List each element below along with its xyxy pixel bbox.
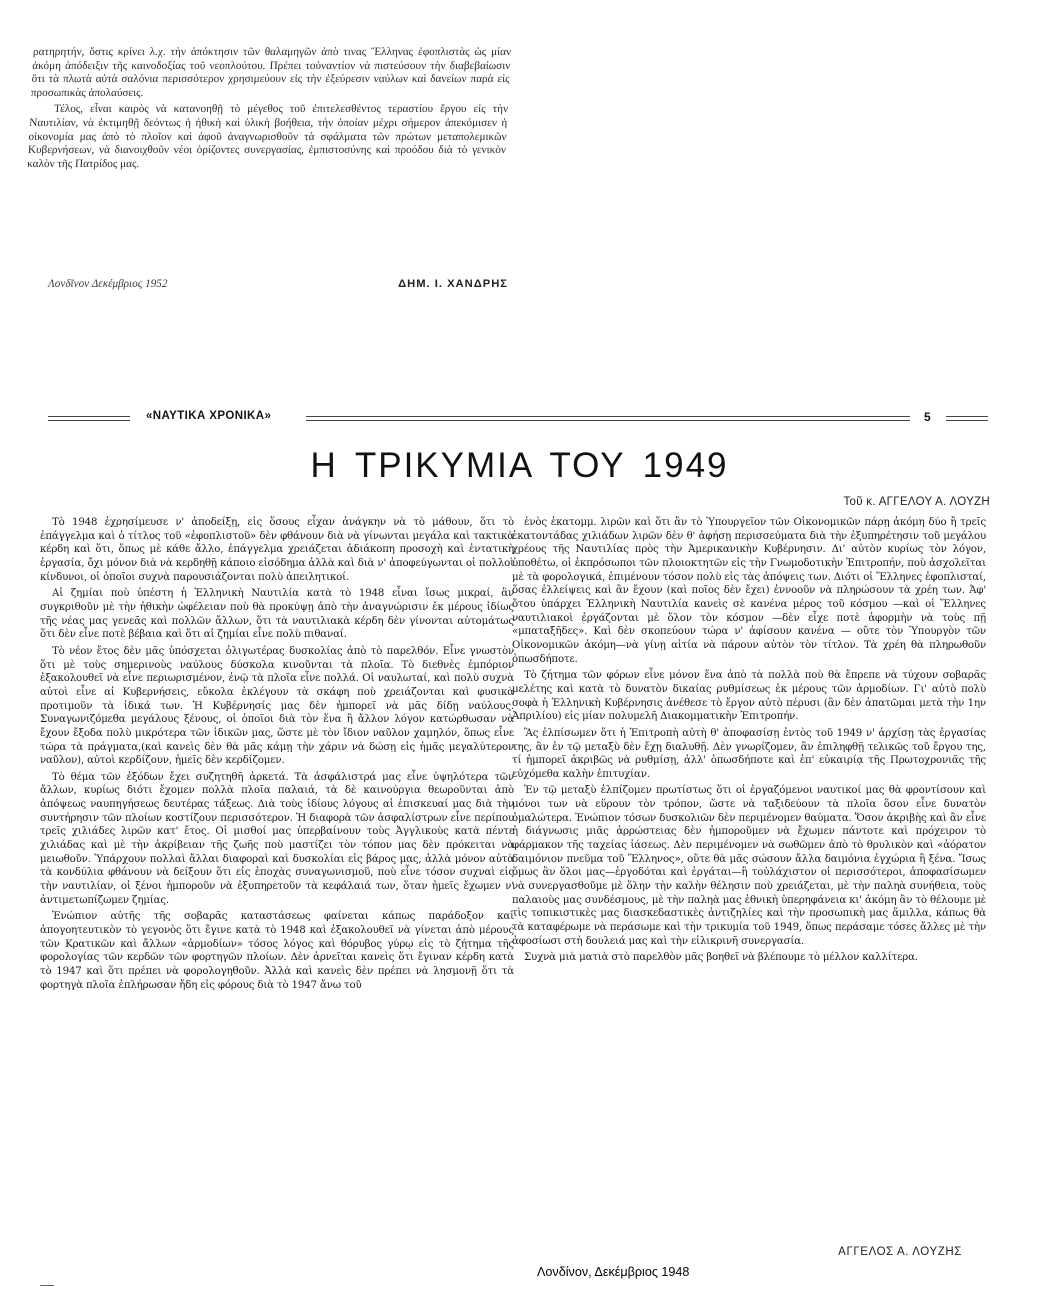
article-paragraph: ἑνὸς ἑκατομμ. λιρῶν καὶ ὅτι ἂν τὸ Ὑπουργεῖον τῶν Οἰκονομικῶν πάρῃ ἀκόμη δύο ἢ τρεῖς ἑκατοντάδας χιλιάδων λιρῶν δὲν θ' ἀφήσῃ περισσεύματα διὰ τὴν ἐξυπηρέτησιν τοῦ μεγάλου χρέους τῆς Ναυτιλίας πρὸς τὴν Ἀμερικανικὴν Κυβέρνησιν. Δι' αὐτὸν κυρίως τὸν λόγον, ὑποθέτω, οἱ ἐκπρόσωποι τῶν πλοιοκτητῶν εἰς τὴν Γνωμοδοτικὴν Ἐπιτροπήν, ποὺ ἀσχολεῖται μὲ τὰ φορολογικά, ἐπιμένουν τόσον πολὺ εἰς τὰς ἀπόψεις των. Διότι οἱ Ἕλληνες ἐφοπλισταί, ὅσας ἐλλείψεις καὶ ἂν ἔχουν (καὶ ποῖος δὲν ἔχει) ἐννοοῦν νὰ πληρώσουν τὰ χρέη των. Ἀφ' ὅτου ὑπάρχει Ἑλληνικὴ Ναυτιλία κανεὶς σὲ κανένα μέρος τοῦ κόσμου —καὶ οἱ Ἕλληνες ναυτιλιακοὶ ἐργάζονται μὲ ὅλον τὸν κόσμον —δὲν εἶχε ποτὲ ἀφορμὴν νὰ τοὺς πῇ «μπαταξῆδες». Καὶ δὲν σκοπεύουν τώρα ν' ἀφίσουν κανένα — οὔτε τὸν Ὑπουργὸν τῶν Οἰκονομικῶν ἀκόμη—νὰ γίνῃ αἰτία νὰ πάρουν αὐτὸν τὸν τίτλον. Τὰ χρέη θὰ πληρωθοῦν ὁπωσδήποτε.: [512, 517, 986, 665]
article-paragraph: Τὸ θέμα τῶν ἐξόδων ἔχει συζητηθῆ ἀρκετά. Τὰ ἀσφάλιστρά μας εἶνε ὑψηλότερα τῶν ἄλλων, κυρίως διότι ἔχομεν πολλὰ πλοῖα παλαιά, τὰ δὲ καινούργια θεωροῦνται ἀπὸ ἀπόψεως ναυπηγήσεως δευτέρας τάξεως. Διὰ τοὺς ἰδίους λόγους αἱ ἐπισκευαί μας διὰ τὴν συντήρησιν τῶν πλοίων κοστίζουν περισσότερον. Ἡ διαφορὰ τῶν ἀσφαλίστρων εἶνε περίπου τρεῖς χιλιάδες λιρῶν κατ' ἔτος. Οἱ μισθοί μας ὑπερβαίνουν τοὺς Ἀγγλικοὺς κατὰ πέντε χιλιάδας καὶ μὲ τὴν ἀκρίβειαν τῆς ζωῆς ποὺ μαστίζει τὸν τόπον μας δὲν πρόκειται νὰ μειωθοῦν. Ὑπάρχουν πολλαὶ ἄλλαι διαφοραὶ καὶ δυσκολίαι εἰς βάρος μας, ἀλλὰ μόνον αὐτὰ τὰ κονδύλια φθάνουν νὰ δείξουν ὅτι εἰς ἐποχὰς συναγωνισμοῦ, ποὺ εἶνε τόσον συχναὶ εἰς τὴν ναυτιλίαν, οἱ ξένοι ἠμποροῦν νὰ ἐξυπηρετοῦν τὰ κεφάλαιά των, ὅταν ἡμεῖς ἔχωμεν ν' ἀντιμετωπίζωμεν ζημίας.: [40, 771, 514, 906]
article-column-right: [512, 516, 986, 968]
article-paragraph: Τὸ 1948 ἐχρησίμευσε ν' ἀποδείξῃ, εἰς ὅσους εἶχαν ἀνάγκην νὰ τὸ μάθουν, ὅτι τὸ ἐπάγγελμα καὶ ὁ τίτλος τοῦ «ἐφοπλιστοῦ» δὲν φθάνουν διὰ νὰ γίνωνται μεγάλα καὶ τακτικὰ κέρδη καὶ ὅτι, ὅπως μὲ κάθε ἄλλο, ἐπάγγελμα χρειάζεται ἀδιάκοπη προσοχὴ καὶ ἐντατικὴ ἐργασία, ὄχι μόνον διὰ νὰ κερδηθῇ κάποιο εἰσόδημα ἀλλὰ καὶ διὰ ν' ἀποφεύγωνται οἱ πολλοὶ κίνδυνοι, οἱ ὁποῖοι συχνὰ παρουσιάζονται πολὺ ἀπειλητικοί.: [40, 517, 514, 583]
page-number: 5: [924, 410, 931, 424]
running-head: [48, 410, 988, 426]
previous-article-footer: [48, 278, 508, 290]
article-dateline: Λονδίνον, Δεκέμβριος 1948: [537, 1265, 690, 1279]
article-byline: Τοῦ κ. ΑΓΓΕΛΟΥ Α. ΛΟΥΖΗ: [843, 496, 990, 508]
running-head-rule-right: [946, 416, 988, 421]
article-column-left: [40, 516, 514, 995]
previous-paragraph: ρατηρητήν, ὅστις κρίνει λ.χ. τὴν ἀπόκτησιν τῶν θαλαμηγῶν ἀπὸ τινας Ἕλληνας ἐφοπλιστὰς ὡς μίαν ἀκόμη ἀπόδειξιν τῆς καινοδοξίας τοῦ νεοπλούτου. Πρέπει τοὐναντίον νὰ πιστεύσουν τὴν διαβεβαίωσιν ὅτι τὰ πλωτὰ αὐτὰ σαλόνια περισσότερον χρησιμεύουν εἰς τὴν ἐξεύρεσιν ναύλων καὶ δανείων παρὰ εἰς προσωπικὰς ἀπολαύσεις.: [30, 46, 512, 99]
magazine-name: «ΝΑΥΤΙΚΑ ΧΡΟΝΙΚΑ»: [146, 410, 272, 422]
running-head-rule-left: [48, 416, 130, 421]
article-paragraph: Αἱ ζημίαι ποὺ ὑπέστη ἡ Ἑλληνικὴ Ναυτιλία κατὰ τὸ 1948 εἶναι ἴσως μικραί, ἂν συγκριθοῦν μὲ τὴν ἠθικὴν ὠφέλειαν ποὺ θὰ προκύψῃ ἀπὸ τὴν ἀναγνώρισιν ἐκ μέρους ἰδίως τῆς νέας μας γενεᾶς καὶ πολλῶν ἄλλων, ὅτι τὰ ναυτιλιακὰ κέρδη δὲν γίνονται αὐτομάτως ὅτι δὲν εἶνε ποτὲ βέβαια καὶ ὅτι αἱ ζημίαι εἶνε πολὺ πιθαναί.: [40, 588, 514, 641]
article-signature: ΑΓΓΕΛΟΣ Α. ΛΟΥΖΗΣ: [838, 1246, 962, 1258]
article-paragraph: Τὸ ζήτημα τῶν φόρων εἶνε μόνον ἕνα ἀπὸ τὰ πολλὰ ποὺ θὰ ἔπρεπε νὰ τύχουν σοβαρᾶς μελέτης καὶ κατὰ τὸ δυνατὸν δικαίας ρυθμίσεως ἐκ μέρους τῶν ἁρμοδίων. Γι' αὐτὸ πολὺ σοφὰ ἡ Ἑλληνικὴ Κυβέρνησις ἀνέθεσε τὸ ἔργον αὐτὸ πέρυσι (ἂν δὲν ἀπατῶμαι μετὰ τὴν 1ην Ἀπριλίου) εἰς μίαν πολυμελῆ Διακομματικὴν Ἐπιτροπήν.: [512, 670, 986, 723]
previous-signature: ΔΗΜ. Ι. ΧΑΝΔΡΗΣ: [398, 278, 508, 290]
article-paragraph: Συχνὰ μιὰ ματιὰ στὸ παρελθὸν μᾶς βοηθεῖ νὰ βλέπουμε τὸ μέλλον καλλίτερα.: [524, 952, 918, 964]
article-paragraph: Ἂς ἐλπίσωμεν ὅτι ἡ Ἐπιτροπὴ αὐτὴ θ' ἀποφασίσῃ ἐντὸς τοῦ 1949 ν' ἀρχίσῃ τὰς ἐργασίας της, ἂν ἐν τῷ μεταξὺ δὲν ἔχῃ διαλυθῇ. Δὲν γνωρίζομεν, ἂν ἐπιληφθῇ τελικῶς τοῦ ἔργου της, τί ἠμπορεῖ ἀκριβῶς νὰ ρυθμίσῃ, ἀλλ' ὁπωσδήποτε καὶ ἐπ' εὐκαιρίᾳ τῆς Πρωτοχρονιᾶς τῆς εὐχόμεθα καλὴν ἐπιτυχίαν.: [512, 727, 986, 780]
page-edge-mark: [40, 1285, 54, 1286]
previous-place-date: Λονδῖνον Δεκέμβριος 1952: [48, 278, 168, 290]
article-paragraph: Ἐν τῷ μεταξὺ ἐλπίζομεν πρωτίστως ὅτι οἱ ἐργαζόμενοι ναυτικοί μας θὰ φροντίσουν καὶ μόνοι των νὰ εὕρουν τὸν τρόπον, ὥστε νὰ ταξιδεύουν τὰ πλοῖα ὅσον εἶνε δυνατὸν ὁμαλώτερα. Ἐνώπιον τόσων δυσκολιῶν δὲν περιμένομεν θαύματα. Ὅσον ἀκριβὴς καὶ ἂν εἶνε ἡ διάγνωσις μιᾶς ἀρρώστειας δὲν ἠμποροῦμεν νὰ ἔχωμεν πάντοτε καὶ πρόχειρον τὸ φάρμακον τῆς ταχείας ἰάσεως. Δὲν περιμένομεν νὰ σωθῶμεν ἀπὸ τὸ θρυλικὸν καὶ «ἀόρατον δαιμόνιον πνεῦμα τοῦ Ἕλληνος», οὔτε θὰ μᾶς σώσουν ἄλλα δαιμόνια ἐγχώρια ἢ ξένα. Ἴσως ὅμως ἂν ὅλοι μας—ἐργοδόται καὶ ἐργάται—ἢ τοὐλάχιστον οἱ περισσότεροι, ἀποφασίσωμεν νὰ συνεργασθοῦμε μὲ ὅλην τὴν καλὴν θέλησιν ποὺ χρειάζεται, μὲ τὴν παληὰ συνήθεια, τοὺς παλαιοὺς μας συνδέσμους, μὲ τὴν παληὰ μας ἐθνικὴ ὑπερηφάνεια κι' ἀκόμη ἂν τὸ θέλουμε μὲ τὶς τοπικιστικὲς μας διασκεδαστικὲς ἀντιζηλίες καὶ τὴν προσωπικὴ μας ἅμιλλα, κάπως θὰ τὰ καταφέρωμε νὰ περάσωμε καὶ τὴν τρικυμία τοῦ 1949, ὅπως περάσαμε τόσες ἄλλες μὲ τὴν ἀφοσίωσι στὴ δουλειά μας καὶ τὴν εἰλικρινῆ συνεργασία.: [512, 785, 986, 947]
article-paragraph: Τὸ νέον ἔτος δὲν μᾶς ὑπόσχεται ὀλιγωτέρας δυσκολίας ἀπὸ τὸ παρελθόν. Εἶνε γνωστὸν ὅτι μὲ τοὺς σημερινοὺς ναύλους δύσκολα κινοῦνται τὰ πλοῖα. Τὸ διεθνὲς ἐμπόριον ἐξακολουθεῖ νὰ εἶνε περιωρισμένον, ἐνῷ τὰ πλοῖα εἶνε πολλά. Οἱ ναυλωταί, καὶ πολὺ συχνὰ αὐτοὶ εἶνε αἱ Κυβερνήσεις, εὔκολα ἐκλέγουν τὰ σκάφη ποὺ χρειάζονται καὶ φυσικὰ προτιμοῦν τὰ ἰδικά των. Ἡ Κυβέρνησίς μας δὲν ἠμπορεῖ νὰ μᾶς δίδῃ ναύλους. Συναγωνιζόμεθα μεγάλους ξένους, οἱ ὁποῖοι διὰ τὸν ἕνα ἢ ἄλλον λόγον κατώρθωσαν νὰ ἔχουν ἔξοδα πολὺ μικρότερα τῶν ἰδικῶν μας, ὥστε μὲ τὸν ἴδιον ναῦλον χαμηλόν, ὅπως εἶνε τώρα τὰ πράγματα,(καὶ κανεὶς δὲν θὰ μᾶς κάμῃ τὴν χάριν νὰ δώσῃ εἰς ἡμᾶς μεγαλύτερον ναῦλον), αὐτοὶ κερδίζουν, ἡμεῖς δὲν κερδίζομεν.: [40, 645, 514, 767]
previous-paragraph: Τέλος, εἶναι καιρὸς νὰ κατανοηθῇ τὸ μέγεθος τοῦ ἐπιτελεσθέντος τεραστίου ἔργου εἰς τὴν Ναυτιλίαν, νὰ ἐκτιμηθῇ δεόντως ἡ ἠθικὴ καὶ ὑλικὴ βοήθεια, τὴν ὁποίαν μέχρι σήμερον ἀπεκόμισεν ἡ οἰκονομία μας ἀπὸ τὸ πλοῖον καὶ ἀφοῦ ἀναγνωρισθοῦν τὰ σφάλματα τῶν πρώτων μεταπολεμικῶν Κυβερνήσεων, νὰ διανοιχθοῦν νέοι ὁρίζοντες συνεργασίας, ἐμπιστοσύνης καὶ προόδου διὰ τὸ γενικὸν καλὸν τῆς Πατρίδος μας.: [26, 103, 509, 170]
article-title: Η ΤΡΙΚΥΜΙΑ ΤΟΥ 1949: [310, 446, 729, 485]
article-paragraph: Ἐνώπιον αὐτῆς τῆς σοβαρᾶς καταστάσεως φαίνεται κάπως παράδοξον καὶ ἀπογοητευτικὸν τὸ γεγονὸς ὅτι ἔγινε κατὰ τὸ 1948 καὶ ἐξακολουθεῖ νὰ γίνεται ἀπὸ μέρους τῶν Κρατικῶν καὶ ἄλλων «ἁρμοδίων» τόσος λόγος καὶ θόρυβος γύρῳ εἰς τὸ ζήτημα τῆς φορολογίας τῶν κερδῶν τῶν φορτηγῶν πλοίων. Δὲν ἀρνεῖται κανεὶς ὅτι ἔγιναν κέρδη κατὰ τὸ 1947 καὶ ὅτι πρέπει νὰ φορολογηθοῦν. Ἀλλὰ καὶ κανεὶς δὲν πρέπει νὰ λησμονῇ ὅτι τὰ φορτηγὰ πλοῖα ἐπλήρωσαν ἤδη εἰς φόρους διὰ τὸ 1947 ἄνω τοῦ: [40, 911, 514, 991]
previous-article-text: [27, 46, 512, 174]
running-head-rule-middle: [306, 416, 910, 421]
